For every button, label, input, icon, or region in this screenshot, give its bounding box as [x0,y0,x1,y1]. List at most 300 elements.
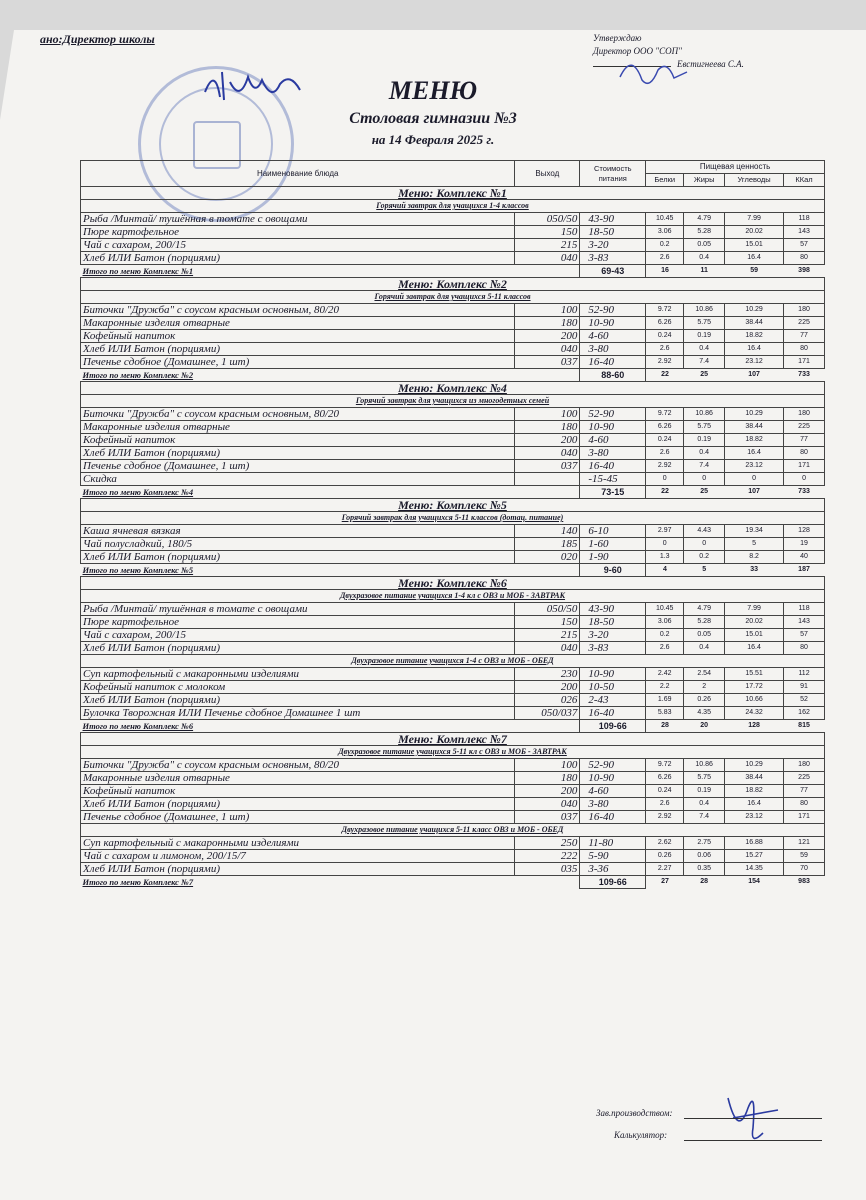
dish-fat: 0.4 [684,343,725,356]
dish-output: 026 [515,694,580,707]
dish-cost: 10-90 [580,668,646,681]
total-kcal: 815 [798,722,810,729]
dish-carbs: 14.35 [725,863,784,876]
dish-protein: 0.24 [646,434,684,447]
dish-fat: 10.86 [684,304,725,317]
dish-protein: 2.6 [646,447,684,460]
dish-carbs: 0 [725,473,784,486]
dish-protein: 2.2 [646,681,684,694]
dish-protein: 6.26 [646,421,684,434]
table-row [81,304,825,317]
dish-protein: 0.24 [646,330,684,343]
dish-output: 050/50 [515,603,580,616]
dish-kcal: 70 [784,863,825,876]
dish-carbs: 7.99 [725,213,784,226]
group-title-row [81,824,825,837]
table-row [81,317,825,330]
header-kcal: ККал [784,174,825,187]
total-kcal: 733 [798,488,810,495]
dish-fat: 5.28 [684,616,725,629]
dish-output: 037 [515,460,580,473]
total-fat: 25 [700,488,709,495]
dish-kcal: 80 [784,798,825,811]
total-protein: 27 [661,878,669,886]
director-label: Директор ООО "СОП" [593,46,682,56]
group-title-row [81,200,825,213]
group-title: Горячий завтрак для учащихся 5-11 классов (дотац. питание) [81,512,825,525]
dish-carbs: 16.4 [725,447,784,460]
dish-name: Чай полусладкий, 180/5 [81,538,515,551]
dish-protein: 0.2 [646,239,684,252]
dish-carbs: 10.29 [725,408,784,421]
dish-fat: 0.4 [684,447,725,460]
dish-name: Биточки "Дружба" с соусом красным основным, 80/20 [81,759,515,772]
table-row [81,239,825,252]
dish-protein: 2.92 [646,356,684,369]
dish-output: 200 [515,785,580,798]
dish-kcal: 225 [784,317,825,330]
dish-carbs: 15.01 [725,239,784,252]
section-title-row [81,499,825,512]
dish-kcal: 180 [784,304,825,317]
dish-protein: 2.6 [646,343,684,356]
total-spacer [515,564,580,577]
dish-kcal: 80 [784,447,825,460]
section-title: Меню: Комплекс №6 [81,577,825,590]
total-row [81,486,825,499]
dish-name: Хлеб ИЛИ Батон (порциями) [81,642,515,655]
menu-date: на 14 Февраля 2025 г. [371,132,495,147]
dish-name: Чай с сахаром и лимоном, 200/15/7 [81,850,515,863]
dish-cost: 43-90 [580,603,646,616]
dish-name: Хлеб ИЛИ Батон (порциями) [81,863,515,876]
group-title: Двухразовое питание учащихся 1-4 кл с ОВЗ и МОБ - ЗАВТРАК [81,590,825,603]
dish-fat: 0.4 [684,642,725,655]
total-fat: 20 [700,722,709,729]
dish-output: 150 [515,616,580,629]
dish-fat: 5.28 [684,226,725,239]
section-title-row [81,733,825,746]
dish-fat: 4.35 [684,707,725,720]
dish-output: 230 [515,668,580,681]
dish-name: Хлеб ИЛИ Батон (порциями) [81,798,515,811]
dish-protein: 2.62 [646,837,684,850]
dish-protein: 9.72 [646,408,684,421]
dish-carbs: 18.82 [725,785,784,798]
header-carbs: Углеводы [725,174,784,187]
dish-fat: 0 [684,538,725,551]
table-row [81,226,825,239]
dish-kcal: 91 [784,681,825,694]
dish-carbs: 10.29 [725,759,784,772]
dish-protein: 0 [646,473,684,486]
section-title-row [81,382,825,395]
dish-fat: 10.86 [684,759,725,772]
dish-output: 020 [515,551,580,564]
dish-cost: 10-50 [580,681,646,694]
calculator-line [684,1140,822,1141]
dish-protein: 3.06 [646,226,684,239]
dish-carbs: 15.27 [725,850,784,863]
dish-output: 040 [515,798,580,811]
dish-fat: 5.75 [684,317,725,330]
total-protein: 4 [663,566,667,573]
dish-name: Кофейный напиток [81,785,515,798]
table-row [81,421,825,434]
dish-fat: 2.54 [684,668,725,681]
total-label: Итого по меню Комплекс №7 [82,877,194,888]
dish-output: 200 [515,330,580,343]
group-title-row [81,291,825,304]
total-carbs: 128 [748,722,760,729]
dish-fat: 0.4 [684,252,725,265]
table-row [81,538,825,551]
dish-kcal: 77 [784,785,825,798]
dish-name: Макаронные изделия отварные [81,317,515,330]
table-row [81,551,825,564]
dish-kcal: 180 [784,408,825,421]
table-row [81,447,825,460]
total-cost: 9-60 [580,564,646,577]
group-title: Горячий завтрак для учащихся 1-4 классов [81,200,825,213]
dish-output: 215 [515,629,580,642]
dish-cost: 6-10 [580,525,646,538]
dish-protein: 2.27 [646,863,684,876]
dish-name: Суп картофельный с макаронными изделиями [81,837,515,850]
total-protein: 28 [661,722,669,729]
dish-output: 040 [515,447,580,460]
footer-calculator [614,1130,667,1140]
dish-output: 100 [515,408,580,421]
dish-kcal: 225 [784,772,825,785]
dish-name: Печенье сдобное (Домашнее, 1 шт) [81,356,515,369]
table-row [81,642,825,655]
dish-kcal: 57 [784,629,825,642]
dish-kcal: 112 [784,668,825,681]
table-row [81,356,825,369]
header-nutrition: Пищевая ценность [646,161,825,174]
dish-kcal: 80 [784,642,825,655]
dish-protein: 0.24 [646,785,684,798]
dish-cost: 4-60 [580,330,646,343]
total-protein: 16 [661,267,669,274]
total-spacer [515,720,580,733]
dish-protein: 1.69 [646,694,684,707]
section-title: Меню: Комплекс №5 [81,499,825,512]
dish-output: 037 [515,811,580,824]
total-kcal: 187 [798,566,810,573]
dish-name: Кофейный напиток с молоком [81,681,515,694]
dish-carbs: 16.4 [725,343,784,356]
dish-carbs: 5 [725,538,784,551]
section-title: Меню: Комплекс №7 [81,733,825,746]
dish-protein: 10.45 [646,603,684,616]
table-row [81,707,825,720]
table-row [81,694,825,707]
dish-fat: 0.19 [684,785,725,798]
header-fat: Жиры [684,174,725,187]
dish-kcal: 143 [784,226,825,239]
dish-cost: 52-90 [580,408,646,421]
dish-output: 222 [515,850,580,863]
dish-fat: 0.19 [684,434,725,447]
total-fat: 5 [702,566,707,573]
dish-protein: 1.3 [646,551,684,564]
dish-kcal: 57 [784,239,825,252]
dish-kcal: 77 [784,434,825,447]
dish-kcal: 171 [784,811,825,824]
dish-cost: 1-90 [580,551,646,564]
dish-protein: 2.42 [646,668,684,681]
dish-kcal: 118 [784,603,825,616]
dish-name: Биточки "Дружба" с соусом красным основным, 80/20 [81,408,515,421]
dish-fat: 7.4 [684,356,725,369]
dish-name: Кофейный напиток [81,330,515,343]
dish-cost: 43-90 [580,213,646,226]
total-label: Итого по меню Комплекс №1 [82,266,194,276]
dish-cost: 3-20 [580,629,646,642]
dish-output: 040 [515,343,580,356]
dish-kcal: 171 [784,356,825,369]
table-row [81,434,825,447]
total-carbs: 107 [748,371,760,378]
total-cost: 69-43 [580,265,646,278]
total-cost: 88-60 [580,369,646,382]
dish-kcal: 143 [784,616,825,629]
dish-output: 185 [515,538,580,551]
table-row [81,460,825,473]
dish-carbs: 18.82 [725,434,784,447]
dish-protein: 2.92 [646,811,684,824]
dish-kcal: 0 [784,473,825,486]
dish-carbs: 20.02 [725,616,784,629]
menu-subtitle: Столовая гимназии №3 [349,110,517,127]
dish-output: 050/50 [515,213,580,226]
group-title-row [81,590,825,603]
total-label: Итого по меню Комплекс №2 [82,370,194,380]
dish-output: 215 [515,239,580,252]
dish-kcal: 225 [784,421,825,434]
dish-cost: 16-40 [580,811,646,824]
dish-name: Хлеб ИЛИ Батон (порциями) [81,447,515,460]
dish-carbs: 16.88 [725,837,784,850]
table-row [81,837,825,850]
dish-kcal: 128 [784,525,825,538]
dish-cost: 3-80 [580,447,646,460]
dish-carbs: 24.32 [725,707,784,720]
dish-name: Булочка Творожная ИЛИ Печенье сдобное Домашнее 1 шт [81,707,515,720]
dish-protein: 2.6 [646,642,684,655]
dish-cost: 3-80 [580,798,646,811]
dish-fat: 7.4 [684,811,725,824]
table-row [81,473,825,486]
dish-output [515,473,580,486]
total-row [81,720,825,733]
dish-output: 180 [515,317,580,330]
total-fat: 25 [700,371,709,378]
group-title-row [81,512,825,525]
dish-kcal: 162 [784,707,825,720]
dish-kcal: 19 [784,538,825,551]
dish-output: 140 [515,525,580,538]
dish-output: 040 [515,252,580,265]
dish-output: 180 [515,772,580,785]
dish-name: Чай с сахаром, 200/15 [81,239,515,252]
dish-output: 200 [515,681,580,694]
total-carbs: 33 [750,566,758,573]
dish-name: Биточки "Дружба" с соусом красным основным, 80/20 [81,304,515,317]
dish-cost: 52-90 [580,759,646,772]
dish-output: 250 [515,837,580,850]
dish-fat: 5.75 [684,772,725,785]
dish-name: Хлеб ИЛИ Батон (порциями) [81,551,515,564]
total-carbs: 107 [748,488,760,495]
dish-fat: 4.43 [684,525,725,538]
dish-fat: 0.4 [684,798,725,811]
section-title: Меню: Комплекс №4 [81,382,825,395]
dish-carbs: 16.4 [725,642,784,655]
dish-protein: 2.97 [646,525,684,538]
table-row [81,616,825,629]
dish-kcal: 121 [784,837,825,850]
total-kcal: 398 [798,267,810,274]
total-label: Итого по меню Комплекс №5 [82,565,194,575]
group-title: Двухразовое питание учащихся 5-11 кл с ОВЗ и МОБ - ЗАВТРАК [81,746,825,759]
dish-cost: 3-83 [580,252,646,265]
dish-cost: 11-80 [580,837,646,850]
calculator-label: Калькулятор: [614,1130,668,1140]
dish-name: Хлеб ИЛИ Батон (порциями) [81,694,515,707]
dish-output: 050/037 [515,707,580,720]
dish-output: 200 [515,434,580,447]
table-row [81,681,825,694]
menu-title: МЕНЮ [388,76,478,105]
dish-output: 150 [515,226,580,239]
production-label: Зав.производством: [596,1108,673,1118]
group-title-row [81,655,825,668]
total-spacer [515,876,580,889]
dish-output: 040 [515,642,580,655]
dish-carbs: 38.44 [725,317,784,330]
table-row [81,850,825,863]
dish-cost: 1-60 [580,538,646,551]
dish-name: Макаронные изделия отварные [81,421,515,434]
dish-name: Пюре картофельное [81,226,515,239]
total-spacer [515,486,580,499]
total-cost: 109-66 [580,720,646,733]
dish-fat: 7.4 [684,460,725,473]
dish-carbs: 17.72 [725,681,784,694]
dish-protein: 6.26 [646,772,684,785]
dish-output: 100 [515,759,580,772]
dish-carbs: 18.82 [725,330,784,343]
dish-kcal: 80 [784,252,825,265]
header-cost: Стоимость питания [580,161,646,187]
director-name: Евстигнеева С.А. [677,59,744,69]
dish-output: 037 [515,356,580,369]
dish-output: 100 [515,304,580,317]
approval-left [40,32,155,47]
total-protein: 22 [661,371,669,378]
table-row [81,863,825,876]
dish-protein: 3.06 [646,616,684,629]
dish-kcal: 40 [784,551,825,564]
total-kcal: 983 [798,878,810,886]
dish-carbs: 38.44 [725,421,784,434]
dish-protein: 2.6 [646,252,684,265]
table-header-row [81,161,825,174]
dish-fat: 2.75 [684,837,725,850]
dish-cost: 5-90 [580,850,646,863]
dish-fat: 4.79 [684,213,725,226]
dish-cost: 18-50 [580,616,646,629]
dish-carbs: 19.34 [725,525,784,538]
header-protein: Белки [646,174,684,187]
dish-name: Хлеб ИЛИ Батон (порциями) [81,252,515,265]
section-title: Меню: Комплекс №2 [81,278,825,291]
dish-protein: 2.6 [646,798,684,811]
dish-carbs: 23.12 [725,356,784,369]
dish-protein: 9.72 [646,304,684,317]
dish-protein: 5.83 [646,707,684,720]
table-row [81,798,825,811]
dish-name: Чай с сахаром, 200/15 [81,629,515,642]
dish-fat: 5.75 [684,421,725,434]
dish-kcal: 171 [784,460,825,473]
total-row [81,369,825,382]
dish-carbs: 23.12 [725,460,784,473]
dish-kcal: 180 [784,759,825,772]
dish-name: Пюре картофельное [81,616,515,629]
dish-output: 180 [515,421,580,434]
section-title-row [81,577,825,590]
dish-protein: 10.45 [646,213,684,226]
dish-name: Рыба /Минтай/ тушённая в томате с овощами [81,213,515,226]
approval-left-text: ано:Директор школы [40,32,155,46]
dish-cost: 16-40 [580,356,646,369]
table-row [81,759,825,772]
dish-kcal: 59 [784,850,825,863]
total-row [81,876,825,889]
group-title-row [81,395,825,408]
total-label: Итого по меню Комплекс №4 [82,487,194,497]
total-protein: 22 [661,488,669,495]
dish-name: Скидка [81,473,515,486]
group-title-row [81,746,825,759]
dish-protein: 0.2 [646,629,684,642]
dish-kcal: 52 [784,694,825,707]
header-name: Наименование блюда [81,161,515,187]
dish-fat: 0.26 [684,694,725,707]
dish-name: Рыба /Минтай/ тушённая в томате с овощами [81,603,515,616]
dish-cost: 10-90 [580,421,646,434]
dish-protein: 2.92 [646,460,684,473]
dish-carbs: 10.66 [725,694,784,707]
dish-carbs: 7.99 [725,603,784,616]
table-row [81,213,825,226]
dish-carbs: 15.01 [725,629,784,642]
dish-kcal: 118 [784,213,825,226]
total-spacer [515,369,580,382]
dish-protein: 0.26 [646,850,684,863]
footer-production [596,1108,673,1118]
dish-cost: 3-36 [580,863,646,876]
table-row [81,785,825,798]
dish-name: Печенье сдобное (Домашнее, 1 шт) [81,811,515,824]
dish-kcal: 77 [784,330,825,343]
dish-carbs: 23.12 [725,811,784,824]
section-title: Меню: Комплекс №1 [81,187,825,200]
